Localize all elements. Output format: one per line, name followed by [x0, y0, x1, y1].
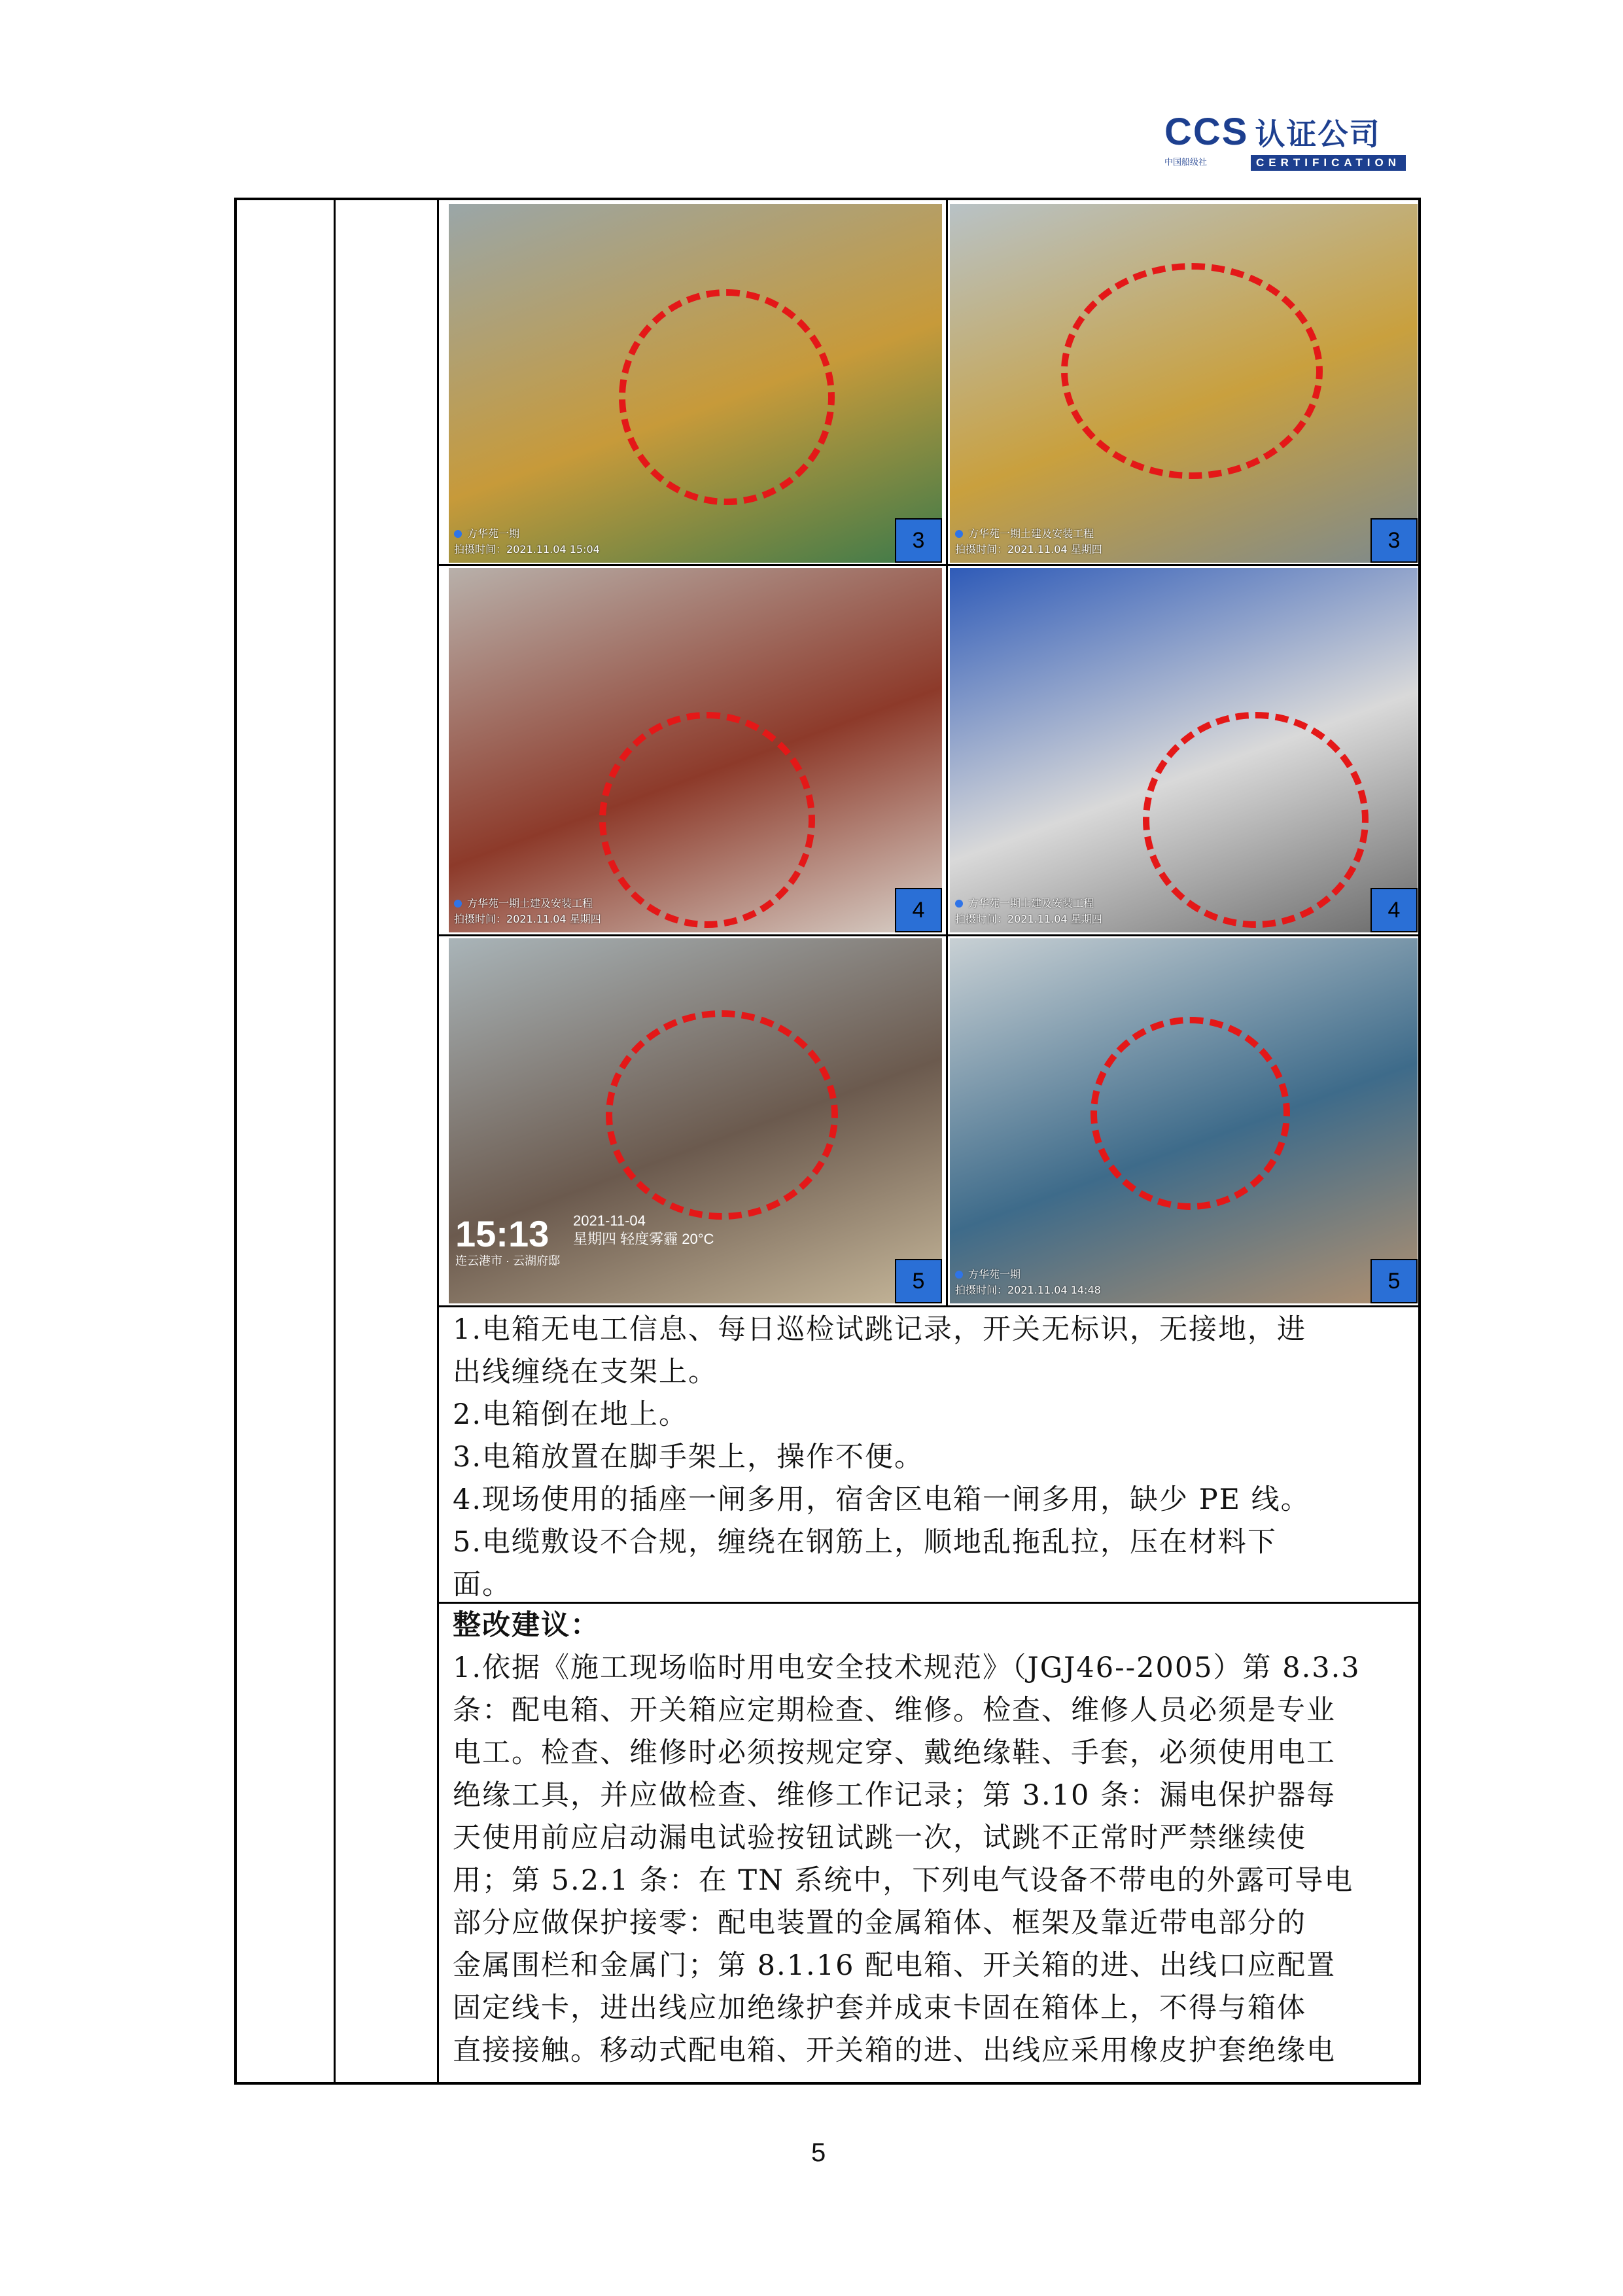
- photo-caption-project: 方华苑一期: [467, 527, 520, 540]
- site-photo: [449, 568, 942, 932]
- table-column-divider: [334, 198, 336, 2085]
- photo-number-badge: 3: [895, 518, 942, 563]
- photo-number-badge: 3: [1370, 518, 1418, 563]
- issue-line: 出线缠绕在支架上。: [453, 1356, 718, 1388]
- logo-chinese-text: 认证公司: [1255, 116, 1381, 152]
- ccs-certification-logo: [1164, 113, 1439, 171]
- location-icon: [454, 530, 462, 538]
- photo-caption-project: 方华苑一期土建及安装工程: [467, 897, 593, 910]
- issue-line: 1.电箱无电工信息、每日巡检试跳记录，开关无标识，无接地，进: [453, 1313, 1307, 1346]
- suggestion-line: 金属围栏和金属门；第 8.1.16 配电箱、开关箱的进、出线口应配置: [453, 1949, 1336, 1982]
- site-photo: [449, 938, 942, 1303]
- site-photo: [950, 204, 1418, 563]
- photo-caption-project: 方华苑一期土建及安装工程: [968, 897, 1094, 910]
- logo-certification-bar: CERTIFICATION: [1251, 155, 1406, 171]
- issue-line: 2.电箱倒在地上。: [453, 1398, 689, 1431]
- photo-caption-time: 拍摄时间：2021.11.04 星期四: [454, 913, 601, 925]
- overlay-date-text: 2021-11-04: [573, 1212, 646, 1229]
- suggestion-line: 直接接触。移动式配电箱、开关箱的进、出线应采用橡皮护套绝缘电: [453, 2034, 1336, 2067]
- issue-line: 4.现场使用的插座一闸多用，宿舍区电箱一闸多用，缺少 PE 线。: [453, 1483, 1310, 1516]
- page-number: 5: [811, 2138, 826, 2167]
- suggestions-heading: 整改建议：: [453, 1609, 600, 1642]
- location-icon: [955, 530, 963, 538]
- photo-caption-time: 拍摄时间：2021.11.04 星期四: [955, 913, 1102, 925]
- suggestion-line: 1.依据《施工现场临时用电安全技术规范》（JGJ46--2005）第 8.3.3: [453, 1651, 1361, 1684]
- photo-number-badge: 4: [895, 888, 942, 932]
- issue-line: 面。: [453, 1568, 512, 1601]
- photo-column-divider: [946, 198, 948, 1307]
- suggestion-line: 固定线卡，进出线应加绝缘护套并成束卡固在箱体上，不得与箱体: [453, 1992, 1306, 2024]
- table-column-divider: [437, 198, 439, 2085]
- photo-row-divider: [438, 934, 1421, 936]
- photo-caption-time: 拍摄时间：2021.11.04 15:04: [454, 543, 600, 556]
- logo-ccs-text: CCS: [1164, 111, 1249, 153]
- overlay-date: [573, 1212, 730, 1248]
- issue-line: 5.电缆敷设不合规，缠绕在钢筋上，顺地乱拖乱拉，压在材料下: [453, 1526, 1278, 1559]
- suggestions-block: [453, 1604, 1411, 2072]
- photo-number-badge: 5: [1370, 1259, 1418, 1303]
- suggestion-line: 天使用前应启动漏电试验按钮试跳一次，试跳不正常时严禁继续使: [453, 1822, 1306, 1854]
- site-photo: [950, 938, 1418, 1303]
- highlight-circle: [1091, 1017, 1290, 1210]
- photo-caption: [454, 896, 601, 927]
- highlight-circle: [1061, 263, 1323, 479]
- overlay-location: 连云港市 · 云湖府邸: [455, 1254, 560, 1267]
- highlight-circle: [599, 712, 815, 928]
- issue-line: 3.电箱放置在脚手架上，操作不便。: [453, 1441, 924, 1474]
- photo-row-divider: [438, 564, 1421, 566]
- location-icon: [454, 900, 462, 908]
- suggestion-line: 用；第 5.2.1 条：在 TN 系统中，下列电气设备不带电的外露可导电: [453, 1864, 1354, 1897]
- site-photo: [950, 568, 1418, 932]
- photo-caption: [955, 1267, 1101, 1298]
- suggestion-line: 部分应做保护接零：配电装置的金属箱体、框架及靠近带电部分的: [453, 1907, 1306, 1939]
- photo-number-badge: 4: [1370, 888, 1418, 932]
- logo-subtitle: 中国船级社: [1164, 158, 1208, 168]
- highlight-circle: [1143, 712, 1369, 928]
- photo-caption-time: 拍摄时间：2021.11.04 14:48: [955, 1284, 1101, 1296]
- photo-caption: [955, 896, 1102, 927]
- photo-caption-project: 方华苑一期土建及安装工程: [968, 527, 1094, 540]
- site-photo: [449, 204, 942, 563]
- photo-caption: [454, 526, 600, 557]
- photo-caption-project: 方华苑一期: [968, 1268, 1021, 1280]
- location-icon: [955, 1271, 963, 1279]
- highlight-circle: [619, 289, 835, 505]
- suggestion-line: 条：配电箱、开关箱应定期检查、维修。检查、维修人员必须是专业: [453, 1694, 1336, 1727]
- overlay-weather-text: 星期四 轻度雾霾 20°C: [573, 1231, 714, 1247]
- photo-caption-time: 拍摄时间：2021.11.04 星期四: [955, 543, 1102, 556]
- photo-number-badge: 5: [895, 1259, 942, 1303]
- timestamp-overlay: [455, 1212, 714, 1269]
- photo-caption: [955, 526, 1102, 557]
- suggestion-line: 绝缘工具，并应做检查、维修工作记录；第 3.10 条：漏电保护器每: [453, 1779, 1336, 1812]
- issues-list: [453, 1309, 1411, 1606]
- photos-bottom-divider: [438, 1305, 1421, 1307]
- location-icon: [955, 900, 963, 908]
- overlay-clock: 15:13: [455, 1213, 550, 1254]
- suggestion-line: 电工。检查、维修时必须按规定穿、戴绝缘鞋、手套，必须使用电工: [453, 1737, 1336, 1769]
- highlight-circle: [606, 1010, 838, 1220]
